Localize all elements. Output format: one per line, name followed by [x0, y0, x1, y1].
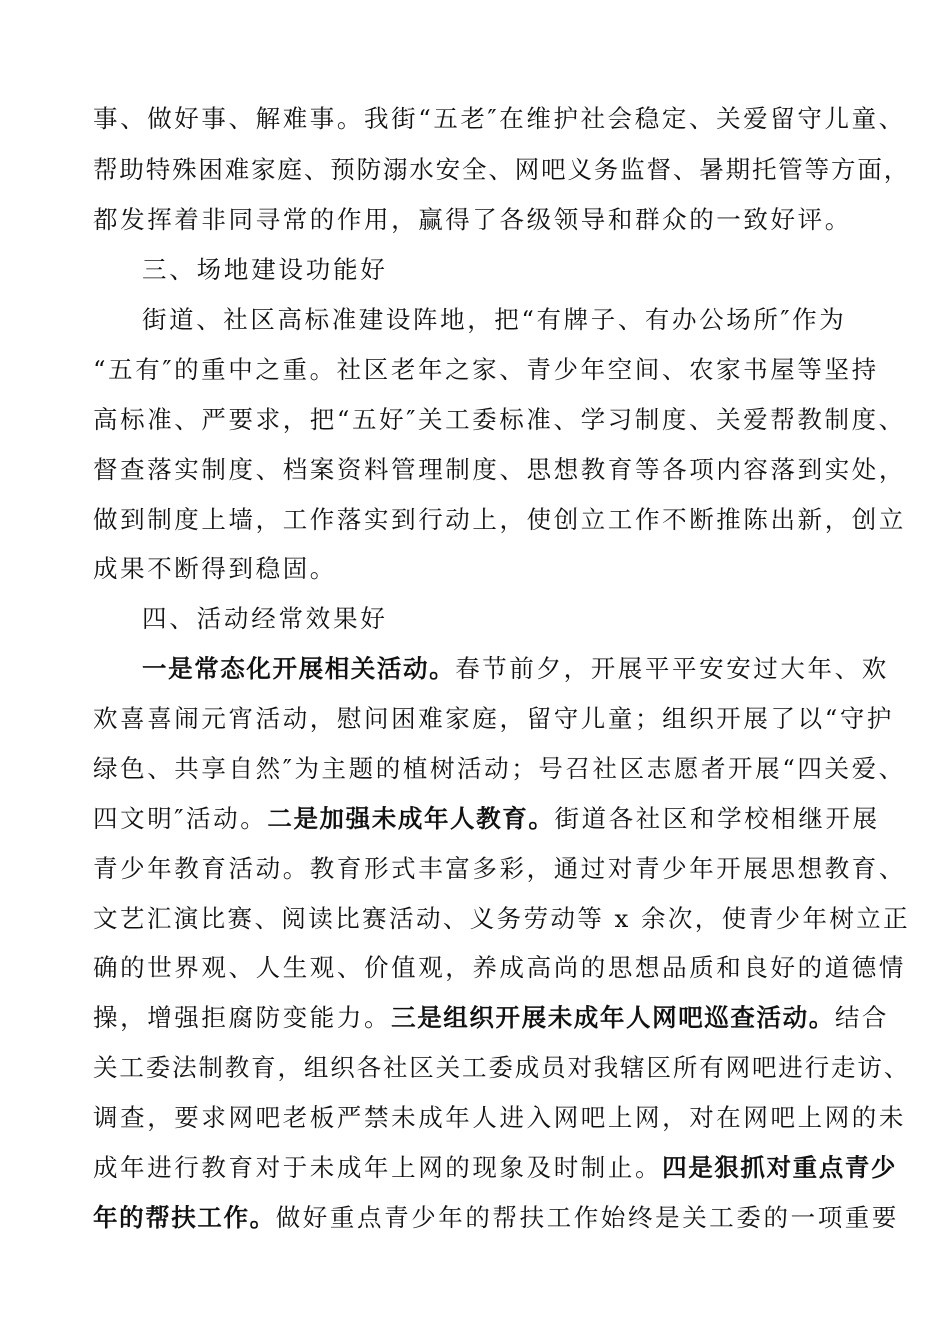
- paragraph-text: 做好重点青少年的帮扶工作始终是关工委的一项重要: [275, 1203, 900, 1232]
- paragraph-line: [93, 1200, 899, 1236]
- paragraph-line: 帮助特殊困难家庭、预防溺水安全、网吧义务监督、暑期托管等方面，: [93, 155, 911, 184]
- paragraph-line: 成果不断得到稳固。: [93, 554, 337, 583]
- paragraph-line: [93, 1150, 897, 1186]
- paragraph-line: 高标准、严要求，把“五好″关工委标准、学习制度、关爱帮教制度、: [93, 405, 906, 434]
- paragraph-text: 春节前夕，开展平平安安过大年、欢: [455, 654, 889, 683]
- bold-lead: 四是狠抓对重点青少: [662, 1153, 898, 1182]
- paragraph-line: [93, 801, 880, 837]
- paragraph-line: 青少年教育活动。教育形式丰富多彩，通过对青少年开展思想教育、: [93, 854, 906, 883]
- paragraph-line: 督查落实制度、档案资料管理制度、思想教育等各项内容落到实处，: [93, 455, 906, 484]
- paragraph-line: 确的世界观、人生观、价值观，养成高尚的思想品质和良好的道德情: [93, 953, 906, 982]
- paragraph-text: 成年进行教育对于未成年上网的现象及时制止。: [93, 1153, 663, 1182]
- paragraph-line: 都发挥着非同寻常的作用，赢得了各级领导和群众的一致好评。: [93, 205, 852, 234]
- paragraph-text: 四文明″活动。: [93, 804, 268, 833]
- paragraph-text: 结合: [834, 1003, 890, 1032]
- bold-lead: 三是组织开展未成年人网吧巡查活动。: [391, 1003, 835, 1032]
- paragraph-line: 事、做好事、解难事。我街“五老″在维护社会稳定、关爱留守儿童、: [93, 104, 906, 133]
- bold-lead: 二是加强未成年人教育。: [267, 804, 555, 833]
- paragraph-line: 做到制度上墙，工作落实到行动上，使创立工作不断推陈出新，创立: [93, 505, 906, 534]
- section-heading-3: 三、场地建设功能好: [142, 255, 388, 284]
- paragraph-line: 文艺汇演比赛、阅读比赛活动、义务劳动等 x 余次，使青少年树立正: [93, 904, 911, 933]
- paragraph-line: [93, 1000, 889, 1036]
- paragraph-line: 街道、社区高标准建设阵地，把“有牌子、有办公场所″作为: [142, 305, 847, 334]
- paragraph-text: 操，增强拒腐防变能力。: [93, 1003, 392, 1032]
- bold-lead: 年的帮扶工作。: [93, 1203, 276, 1232]
- paragraph-line: “五有″的重中之重。社区老年之家、青少年空间、农家书屋等坚持: [93, 355, 879, 384]
- paragraph-line: 调查，要求网吧老板严禁未成年人进入网吧上网，对在网吧上网的未: [93, 1103, 906, 1132]
- paragraph-line: 关工委法制教育，组织各社区关工委成员对我辖区所有网吧进行走访、: [93, 1053, 911, 1082]
- paragraph-line: [142, 651, 889, 687]
- paragraph-text: 街道各社区和学校相继开展: [554, 804, 880, 833]
- bold-lead: 一是常态化开展相关活动。: [142, 654, 456, 683]
- section-heading-4: 四、活动经常效果好: [142, 604, 388, 633]
- paragraph-line: 绿色、共享自然″为主题的植树活动；号召社区志愿者开展“四关爱、: [93, 754, 906, 783]
- paragraph-line: 欢喜喜闹元宵活动，慰问困难家庭，留守儿童；组织开展了以“守护: [93, 704, 895, 733]
